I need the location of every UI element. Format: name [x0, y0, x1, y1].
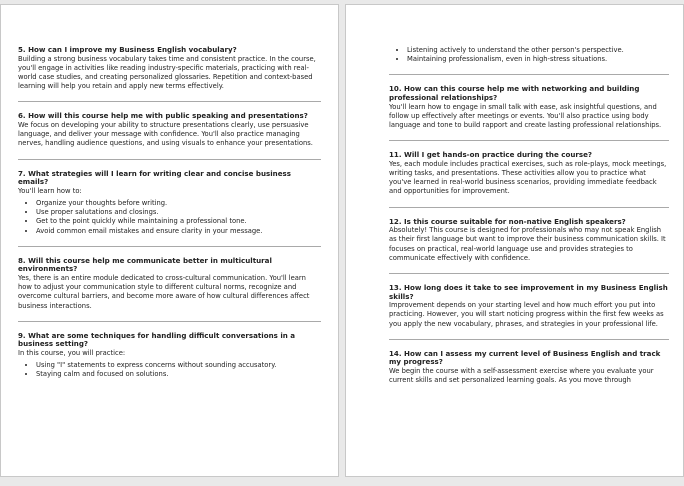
divider	[389, 273, 669, 274]
faq-answer: Yes, each module includes practical exercises, such as role-plays, mock meetings, writing tasks, and presentations. These activities allow you to practice what you've learned in real-world business scenarios, providing immediate feedback and opportunities for improvement.	[389, 159, 667, 196]
list-item: • Organize your thoughts before writing.	[36, 199, 321, 208]
faq-item-12	[389, 218, 669, 263]
faq-item-6	[18, 112, 321, 148]
faq-item-9	[18, 332, 321, 380]
faq-answer: We begin the course with a self-assessment exercise where you evaluate your current skills and set personalized learning goals. As you move through	[389, 367, 654, 385]
faq-answer-intro: You'll learn how to:	[18, 186, 82, 195]
faq-answer: We focus on developing your ability to structure presentations clearly, use persuasive language, and deliver your message with confidence. You'll also practice managing nerves, handling audience questions, and using visuals to enhance your presentations.	[18, 121, 313, 148]
page-content	[18, 46, 321, 380]
document-page-right	[345, 4, 684, 477]
divider	[389, 207, 669, 208]
divider	[389, 339, 669, 340]
faq-question: 9. What are some techniques for handling difficult conversations in a business setting?	[18, 330, 296, 349]
faq-answer-intro: In this course, you will practice:	[18, 349, 126, 357]
divider	[18, 321, 321, 322]
faq-question: 7. What strategies will I learn for writing clear and concise business emails?	[18, 168, 291, 187]
faq-question: 6. How will this course help me with public speaking and presentations?	[18, 111, 308, 121]
divider	[18, 101, 321, 102]
faq-question: 8. Will this course help me communicate better in multicultural environments?	[18, 255, 272, 274]
list-item: • Avoid common email mistakes and ensure clarity in your message.	[36, 227, 321, 236]
list-item: • Maintaining professionalism, even in high-stress situations.	[407, 55, 669, 64]
faq-item-13	[389, 284, 669, 329]
divider	[18, 159, 321, 160]
divider	[389, 140, 669, 141]
list-item: • Using "I" statements to express concerns without sounding accusatory.	[36, 361, 321, 370]
bullet-list	[18, 199, 321, 236]
faq-question: 13. How long does it take to see improvement in my Business English skills?	[389, 283, 668, 301]
faq-item-11	[389, 151, 669, 196]
bullet-list	[389, 46, 669, 64]
divider	[18, 246, 321, 247]
list-item: • Listening actively to understand the other person's perspective.	[407, 46, 669, 55]
page-content	[389, 46, 669, 385]
faq-answer: You'll learn how to engage in small talk with ease, ask insightful questions, and follow up effectively after meetings or events. You'll also practice using body language and tone to build rapport and create lasting professional relationships.	[389, 102, 662, 129]
divider	[389, 74, 669, 75]
bullet-list	[18, 361, 321, 379]
faq-answer: Building a strong business vocabulary takes time and consistent practice. In the course, you'll engage in activities like reading industry-specific materials, practicing with real-world case studies, and creating personalized glossaries. Repetition and context-based learning will help you retain and apply new terms effectively.	[18, 54, 316, 91]
faq-item-10	[389, 85, 669, 130]
faq-question: 10. How can this course help me with networking and building professional relationships?	[389, 84, 640, 102]
faq-question: 5. How can I improve my Business English vocabulary?	[18, 45, 237, 54]
faq-answer: Absolutely! This course is designed for professionals who may not speak English as their first language but want to improve their business communication skills. It focuses on practical, real-world language use and provides strategies to communicate effectively with confidence.	[389, 226, 666, 262]
faq-question: 12. Is this course suitable for non-native English speakers?	[389, 216, 626, 226]
faq-item-5	[18, 46, 321, 91]
list-item: • Get to the point quickly while maintaining a professional tone.	[36, 217, 321, 226]
list-item: • Staying calm and focused on solutions.	[36, 370, 321, 379]
faq-item-8	[18, 257, 321, 311]
faq-question: 11. Will I get hands-on practice during the course?	[389, 150, 593, 160]
faq-question: 14. How can I assess my current level of Business English and track my progress?	[389, 348, 661, 367]
faq-item-14	[389, 350, 669, 386]
faq-item-7	[18, 170, 321, 236]
faq-answer: Yes, there is an entire module dedicated to cross-cultural communication. You'll learn how to adjust your communication style to different cultural norms, recognize and overcome cultural barriers, and become more aware of how cultural differences affect business interactions.	[18, 274, 310, 310]
faq-answer: Improvement depends on your starting level and how much effort you put into practicing. However, you will start noticing progress within the first few weeks as you apply the new vocabulary, phrases, and strategies in your professional life.	[389, 301, 664, 328]
list-item: • Use proper salutations and closings.	[36, 208, 321, 217]
document-page-left	[0, 4, 339, 477]
